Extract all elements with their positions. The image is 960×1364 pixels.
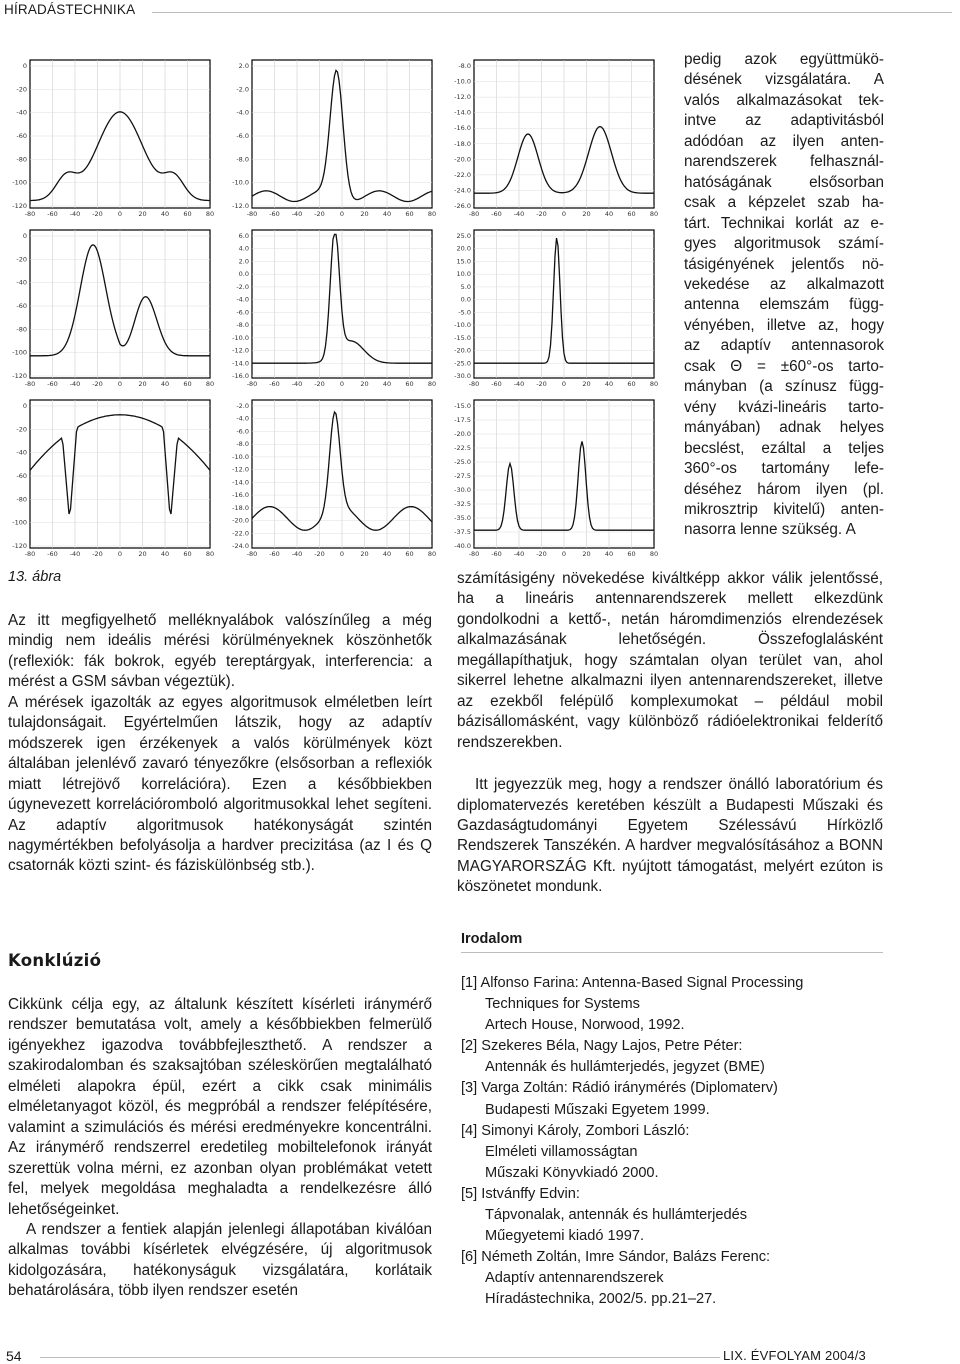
y-tick-label: -10.0 <box>232 452 249 461</box>
y-tick-label: -10.0 <box>454 77 471 86</box>
x-tick-label: 40 <box>382 210 392 218</box>
x-tick-label: -60 <box>491 210 502 218</box>
paragraph: Az itt megfigyelhető melléknyalábok valószínűleg a még mindig nem ideális mérési körülményeknek köszönhetők (reflexiók: fák bokrok, egyéb tereptárgyak, interferencia: a mérést a GSM sávban végeztük). <box>8 612 432 691</box>
reference-detail: Techniques for Systems <box>485 996 640 1013</box>
x-tick-label: 80 <box>427 550 437 558</box>
header-rule <box>152 12 952 13</box>
y-tick-label: -2.0 <box>236 282 249 291</box>
y-tick-label: -32.5 <box>454 500 471 508</box>
x-tick-label: 20 <box>360 210 369 218</box>
x-tick-label: 80 <box>427 210 437 218</box>
x-tick-label: -40 <box>513 550 525 558</box>
text-line: csak Θ = ±60°-os tarto- <box>684 357 884 375</box>
text-line: désének vizsgálatára. A <box>684 71 884 89</box>
y-tick-label: -20.0 <box>454 155 471 164</box>
text-line: hatóságának elsősorban <box>684 173 884 191</box>
x-tick-label: 80 <box>427 380 437 388</box>
text-line: vényében, illetve az, hogy <box>684 316 884 334</box>
y-tick-label: 0 <box>22 62 27 70</box>
text-line: nasorra lenne szükség. A <box>684 521 856 539</box>
x-tick-label: -60 <box>47 550 58 558</box>
reference-detail: Adaptív antennarendszerek <box>485 1270 664 1287</box>
y-tick-label: -20.0 <box>454 430 471 438</box>
y-tick-label: 0.0 <box>238 270 249 279</box>
x-tick-label: 80 <box>205 210 215 218</box>
x-tick-label: 40 <box>160 210 170 218</box>
x-tick-label: 80 <box>205 380 215 388</box>
x-tick-label: -60 <box>491 550 502 558</box>
x-tick-label: -80 <box>24 210 36 218</box>
text-line: vekedése az alkalmazott <box>684 275 884 293</box>
reference-detail: Tápvonalak, antennák és hullámterjedés <box>485 1207 748 1224</box>
x-tick-label: 20 <box>582 550 591 558</box>
y-tick-label: -40.0 <box>454 542 471 550</box>
reference-entry: [6] Németh Zoltán, Imre Sándor, Balázs Ferenc: <box>461 1249 771 1266</box>
y-tick-label: -12.0 <box>454 93 471 102</box>
x-tick-label: 80 <box>205 550 215 558</box>
running-header: HÍRADÁSTECHNIKA <box>4 2 136 17</box>
y-tick-label: -35.0 <box>454 514 471 522</box>
x-tick-label: 0 <box>117 380 123 388</box>
reference-entry: [2] Szekeres Béla, Nagy Lajos, Petre Péter: <box>461 1038 743 1055</box>
x-tick-label: 60 <box>405 550 414 558</box>
conclusion-text <box>8 995 432 1302</box>
x-tick-label: -40 <box>513 380 525 388</box>
x-tick-label: 80 <box>649 550 659 558</box>
y-tick-label: -6.0 <box>236 427 249 436</box>
y-tick-label: -40 <box>16 448 27 457</box>
x-tick-label: 0 <box>339 210 345 218</box>
text-line: gyes algoritmusok számí- <box>684 235 884 253</box>
x-tick-label: -80 <box>468 210 480 218</box>
paragraph: A mérések igazolták az egyes algoritmusok elméletben leírt tulajdonságait. Egyértelműen látszik, hogy az adaptív módszerek igen érzékenyek a valós körülmények közt általában jelenlévő zavaró tényezőkre (elsősorban a reflexiók miatt létrejövő korrelációra). Ezen a későbbiekben úgynevezett korrelációromboló algoritmusokkal lehet segíteni. Az adaptív algoritmusok hatékonyságát szintén nagymértékben befolyásolja a hardver precizitása (az I és Q csatornák közti szint- és fáziskülönbség stb.). <box>8 693 432 875</box>
y-tick-label: -60 <box>16 302 27 310</box>
reference-entry: [1] Alfonso Farina: Antenna-Based Signal Processing <box>461 975 804 991</box>
x-tick-label: -20 <box>536 210 547 218</box>
y-tick-label: -20 <box>16 425 27 434</box>
x-tick-label: 60 <box>627 210 636 218</box>
reference-detail: Antennák és hullámterjedés, jegyzet (BME) <box>485 1059 765 1076</box>
y-tick-label: -37.5 <box>454 528 471 536</box>
y-tick-label: 10.0 <box>456 270 471 279</box>
text-line: vény kvázi-lineáris tarto- <box>684 398 884 416</box>
x-tick-label: -20 <box>536 550 547 558</box>
x-tick-label: 40 <box>160 380 170 388</box>
y-tick-label: -60 <box>16 132 27 140</box>
y-tick-label: -80 <box>16 495 27 504</box>
text-line: adódóan az ilyen anten- <box>684 132 884 150</box>
y-tick-label: -22.0 <box>454 170 471 179</box>
y-tick-label: -15.0 <box>454 402 471 410</box>
paragraph: A rendszer a fentiek alapján jelenlegi állapotában kiválóan alkalmas további kísérletek elvégzésére, új algoritmusok kidolgozására, hatékonyságuk vizsgálatára, korlátaik behatárolására, több ilyen rendszer esetén <box>8 1220 432 1300</box>
reference-detail: Elméleti villamosságtan <box>485 1143 638 1160</box>
reference-entry: [5] Istvánffy Edvin: <box>461 1185 580 1202</box>
y-tick-label: -18.0 <box>232 503 249 512</box>
y-tick-label: -30.0 <box>454 372 471 380</box>
y-tick-label: 5.0 <box>460 282 471 291</box>
y-tick-label: -10.0 <box>454 321 471 330</box>
reference-detail: Műegyetemi kiadó 1997. <box>485 1228 645 1245</box>
y-tick-label: 4.0 <box>238 244 249 253</box>
y-tick-label: 2.0 <box>238 257 249 266</box>
y-tick-label: 15.0 <box>456 257 471 266</box>
y-tick-label: -8.0 <box>236 155 249 164</box>
text-line: mányban (a színusz függ- <box>684 378 884 396</box>
x-tick-label: 0 <box>339 380 345 388</box>
x-tick-label: 20 <box>138 550 147 558</box>
x-tick-label: -40 <box>69 210 81 218</box>
text-line: az adaptív antennasorok <box>684 337 884 355</box>
y-tick-label: -80 <box>16 155 27 164</box>
x-tick-label: 20 <box>582 210 591 218</box>
x-tick-label: -80 <box>24 380 36 388</box>
y-tick-label: 2.0 <box>238 62 249 70</box>
y-tick-label: -40 <box>16 108 27 117</box>
y-tick-label: 0.0 <box>460 295 471 304</box>
y-tick-label: -25.0 <box>454 458 471 466</box>
x-tick-label: -80 <box>246 210 258 218</box>
paragraph: Itt jegyezzük meg, hogy a rendszer önálló laboratórium és diplomatervezés keretében készült a Budapesti Műszaki és Gazdaságtudományi Egyetem Szélessávú Hírközlő Rendszerek Tanszékén. A hardver megvalósításához a BONN MAGYARORSZÁG Kft. nyújtott támogatást, melyért ezúton is köszönetet mondunk. <box>457 776 883 896</box>
y-tick-label: -8.0 <box>236 321 249 330</box>
text-line: tásigényének jelentős nö- <box>684 255 884 273</box>
x-tick-label: 20 <box>138 210 147 218</box>
footer-rule <box>40 1357 720 1358</box>
y-tick-label: -12.0 <box>232 346 249 355</box>
y-tick-label: -30.0 <box>454 486 471 494</box>
y-tick-label: -2.0 <box>236 402 249 410</box>
y-tick-label: -20 <box>16 85 27 94</box>
y-tick-label: -12.0 <box>232 202 249 210</box>
y-tick-label: -16.0 <box>454 124 471 133</box>
y-tick-label: -100 <box>12 178 27 187</box>
x-tick-label: -40 <box>69 550 81 558</box>
x-tick-label: -80 <box>24 550 36 558</box>
y-tick-label: -16.0 <box>232 372 249 380</box>
reference-detail: Budapesti Műszaki Egyetem 1999. <box>485 1101 710 1118</box>
x-tick-label: 80 <box>649 210 659 218</box>
y-tick-label: -120 <box>12 372 27 380</box>
y-tick-label: -17.5 <box>454 416 471 424</box>
narrow-text-column <box>684 50 884 541</box>
figure-13-plots <box>0 56 660 566</box>
text-line: tárt. Technikai korlát az e- <box>684 214 884 232</box>
x-tick-label: -20 <box>536 380 547 388</box>
x-tick-label: -20 <box>92 550 103 558</box>
x-tick-label: -60 <box>269 550 280 558</box>
x-tick-label: 60 <box>183 380 192 388</box>
x-tick-label: 80 <box>649 380 659 388</box>
x-tick-label: -20 <box>92 210 103 218</box>
x-tick-label: -60 <box>47 210 58 218</box>
y-tick-label: -22.5 <box>454 444 471 452</box>
y-tick-label: 25.0 <box>456 232 471 240</box>
y-tick-label: -22.0 <box>232 529 249 538</box>
x-tick-label: -60 <box>47 380 58 388</box>
x-tick-label: 40 <box>160 550 170 558</box>
references-rule <box>461 952 883 953</box>
x-tick-label: -40 <box>291 210 303 218</box>
x-tick-label: -40 <box>513 210 525 218</box>
y-tick-label: -100 <box>12 518 27 527</box>
reference-entry: [4] Simonyi Károly, Zombori László: <box>461 1122 690 1139</box>
references-heading: Irodalom <box>461 931 523 947</box>
y-tick-label: -20 <box>16 255 27 264</box>
text-line: becslést, ezáltal a teljes <box>684 439 884 457</box>
y-tick-label: -60 <box>16 472 27 480</box>
y-tick-label: -2.0 <box>236 85 249 94</box>
x-tick-label: 40 <box>604 210 614 218</box>
y-tick-label: -10.0 <box>232 178 249 187</box>
x-tick-label: 40 <box>604 380 614 388</box>
y-tick-label: -24.0 <box>454 186 471 195</box>
y-tick-label: -10.0 <box>232 333 249 342</box>
x-tick-label: 20 <box>138 380 147 388</box>
figure-caption: 13. ábra <box>8 569 62 585</box>
y-tick-label: -26.0 <box>454 202 471 210</box>
text-line: mikrosztrip kivitelű) anten- <box>684 500 884 518</box>
x-tick-label: -60 <box>269 380 280 388</box>
y-tick-label: -25.0 <box>454 359 471 368</box>
y-tick-label: -5.0 <box>458 308 471 317</box>
x-tick-label: -20 <box>314 380 325 388</box>
y-tick-label: -100 <box>12 348 27 357</box>
y-tick-label: 0 <box>22 402 27 410</box>
x-tick-label: -20 <box>314 550 325 558</box>
x-tick-label: -40 <box>291 550 303 558</box>
reference-entry: [3] Varga Zoltán: Rádió iránymérés (Diplomaterv) <box>461 1080 778 1097</box>
y-tick-label: -15.0 <box>454 333 471 342</box>
y-tick-label: -6.0 <box>236 308 249 317</box>
x-tick-label: 0 <box>561 210 567 218</box>
x-tick-label: 20 <box>360 550 369 558</box>
x-tick-label: -80 <box>468 550 480 558</box>
references-list <box>461 973 891 1311</box>
y-tick-label: -4.0 <box>236 295 249 304</box>
x-tick-label: 40 <box>382 380 392 388</box>
x-tick-label: -80 <box>246 380 258 388</box>
x-tick-label: -60 <box>269 210 280 218</box>
x-tick-label: 0 <box>117 210 123 218</box>
y-tick-label: -24.0 <box>232 542 249 550</box>
x-tick-label: -60 <box>491 380 502 388</box>
x-tick-label: 60 <box>627 380 636 388</box>
y-tick-label: -14.0 <box>232 359 249 368</box>
reference-detail: Artech House, Norwood, 1992. <box>485 1017 685 1034</box>
text-line: pedig azok együttmükö- <box>684 51 884 68</box>
y-tick-label: 20.0 <box>456 244 471 253</box>
x-tick-label: 40 <box>382 550 392 558</box>
x-tick-label: 60 <box>183 550 192 558</box>
x-tick-label: 0 <box>561 380 567 388</box>
y-tick-label: -40 <box>16 278 27 287</box>
x-tick-label: 60 <box>183 210 192 218</box>
paragraph: számításigény növekedése kiváltképp akkor válik jelentőssé, ha a lineáris antennarendszerek mellett elkezdünk gondolkodni a kettő-, netán háromdimenziós elrendezések alkalmazásának lehetőségén. Összefoglalásként megállapíthatjuk, hogy számtalan olyan terület van, ahol sikerrel lehetne alkalmazni ilyen antennarendszereket, illetve az ezekből felépülő komplexumokat – például mobil bázisállomásként, vagy különböző rádióelektronikai felderítő rendszerekben. <box>457 570 883 751</box>
text-line: déséhez három ilyen (pl. <box>684 480 884 498</box>
text-line: 360°-os tartomány lefe- <box>684 460 884 478</box>
y-tick-label: 0 <box>22 232 27 240</box>
x-tick-label: 20 <box>360 380 369 388</box>
paragraph: Cikkünk célja egy, az általunk készített kísérleti iránymérő rendszer bemutatása volt, amely a későbbiekben felmerülő igényekhez igazodva továbbfejleszthető. A rendszer a szakirodalomban és szaksajtóban széleskörűen megtalálható elméleti alapokra épül, ezért a cikk csak minimális elméletanyagot közöl, és megpróbál a rendszer felépítésére, valamint a szimulációs és mérési eredményekre koncentrálni. Az iránymérő rendszerrel eredetileg mobiltelefonok irányát szerettük volna mérni, ez azonban olyan problémákat vetett fel, melyek megoldása meghaladta a rendelkezésre álló lehetőségeinket. <box>8 996 432 1218</box>
y-tick-label: -120 <box>12 202 27 210</box>
x-tick-label: 60 <box>405 210 414 218</box>
x-tick-label: -20 <box>314 210 325 218</box>
x-tick-label: -80 <box>246 550 258 558</box>
y-tick-label: -16.0 <box>232 491 249 500</box>
text-line: csak a képzelet szab ha- <box>684 194 884 212</box>
x-tick-label: 60 <box>627 550 636 558</box>
y-tick-label: 6.0 <box>238 232 249 240</box>
page-number: 54 <box>6 1348 22 1364</box>
reference-detail: Műszaki Könyvkiadó 2000. <box>485 1164 659 1181</box>
y-tick-label: -8.0 <box>236 440 249 449</box>
y-tick-label: -4.0 <box>236 414 249 423</box>
right-column-text <box>457 569 883 898</box>
section-heading-conclusion: Konklúzió <box>8 951 102 970</box>
y-tick-label: -12.0 <box>232 465 249 474</box>
x-tick-label: 0 <box>561 550 567 558</box>
text-line: valós alkalmazásokat tek- <box>684 91 884 109</box>
x-tick-label: 0 <box>339 550 345 558</box>
x-tick-label: -40 <box>69 380 81 388</box>
text-line: antenna elemszám függ- <box>684 296 884 314</box>
y-tick-label: -6.0 <box>236 132 249 140</box>
y-tick-label: -120 <box>12 542 27 550</box>
x-tick-label: 40 <box>604 550 614 558</box>
y-tick-label: -4.0 <box>236 108 249 117</box>
reference-detail: Híradástechnika, 2002/5. pp.21–27. <box>485 1291 717 1308</box>
text-line: intve az adaptivitásból <box>684 112 884 130</box>
x-tick-label: -80 <box>468 380 480 388</box>
x-tick-label: -20 <box>92 380 103 388</box>
y-tick-label: -14.0 <box>454 108 471 117</box>
y-tick-label: -20.0 <box>232 516 249 525</box>
left-column-text <box>8 611 432 877</box>
y-tick-label: -80 <box>16 325 27 334</box>
y-tick-label: -8.0 <box>458 62 471 70</box>
y-tick-label: -18.0 <box>454 139 471 148</box>
x-tick-label: 60 <box>405 380 414 388</box>
text-line: mányában) adnak helyes <box>684 419 884 437</box>
x-tick-label: 0 <box>117 550 123 558</box>
y-tick-label: -20.0 <box>454 346 471 355</box>
y-tick-label: -27.5 <box>454 472 471 480</box>
x-tick-label: 20 <box>582 380 591 388</box>
x-tick-label: -40 <box>291 380 303 388</box>
y-tick-label: -14.0 <box>232 478 249 487</box>
volume-label: LIX. ÉVFOLYAM 2004/3 <box>723 1348 866 1363</box>
text-line: narendszerek felhasznál- <box>684 153 884 171</box>
